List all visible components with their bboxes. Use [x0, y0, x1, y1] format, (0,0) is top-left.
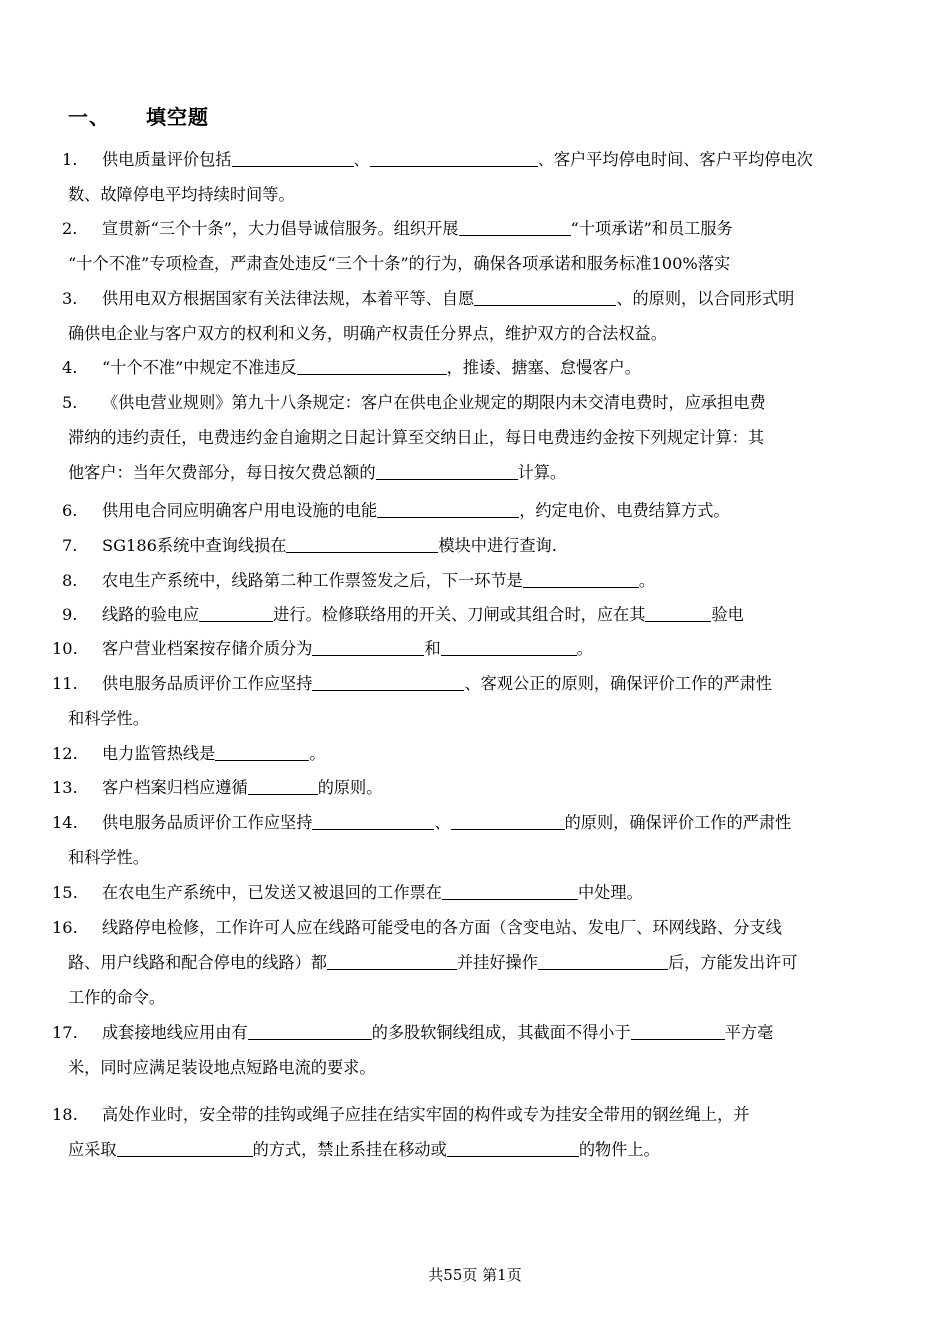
answer-blank [232, 150, 354, 167]
question-line [52, 211, 872, 246]
question-line [52, 563, 872, 598]
question-number: 11. [52, 674, 78, 693]
question-line [52, 631, 872, 666]
section-heading [68, 101, 209, 130]
question-item [52, 736, 872, 771]
question-text: 数、故障停电平均持续时间等。 [68, 185, 295, 204]
answer-blank [631, 1023, 725, 1040]
question-text: 进行。检修联络用的开关、刀闸或其组合时，应在其 [273, 605, 646, 624]
question-number: 7. [62, 536, 78, 555]
answer-blank [215, 744, 309, 761]
answer-blank [442, 883, 578, 900]
question-item [52, 281, 872, 351]
question-line [52, 350, 872, 385]
answer-blank [248, 778, 318, 795]
question-line [52, 177, 872, 212]
question-text: 平方毫 [724, 1023, 774, 1042]
question-item [52, 805, 872, 875]
question-number: 2. [62, 219, 78, 238]
question-text: 客户营业档案按存储介质分为 [102, 639, 313, 658]
question-line [52, 142, 872, 177]
answer-blank [377, 501, 519, 518]
question-line [52, 945, 872, 980]
question-item [52, 493, 872, 528]
question-number: 13. [52, 778, 78, 797]
question-number: 1. [62, 150, 78, 169]
answer-blank [312, 674, 464, 691]
answer-blank [286, 536, 438, 553]
question-text: 、客观公正的原则，确保评价工作的严肃性 [464, 674, 772, 693]
question-item [52, 631, 872, 666]
section-number: 一、 [68, 105, 110, 129]
question-text: 确供电企业与客户双方的权利和义务，明确产权责任分界点，维护双方的合法权益。 [68, 324, 667, 343]
question-text: ，推诿、搪塞、怠慢客户。 [446, 358, 641, 377]
question-item [52, 875, 872, 910]
question-number: 9. [62, 605, 78, 624]
question-number: 8. [62, 571, 78, 590]
question-line [52, 910, 872, 945]
question-number: 5. [62, 393, 78, 412]
answer-blank [376, 463, 518, 480]
question-item [52, 142, 872, 212]
question-item [52, 597, 872, 632]
question-line [52, 1132, 872, 1167]
question-text: 模块中进行查询. [438, 536, 557, 555]
question-text: 米，同时应满足装设地点短路电流的要求。 [68, 1058, 376, 1077]
answer-blank [312, 639, 424, 656]
answer-blank [248, 1023, 372, 1040]
question-text: 滞纳的违约责任，电费违约金自逾期之日起计算至交纳日止，每日电费违约金按下列规定计算：其 [68, 428, 765, 447]
question-text: 成套接地线应用由有 [102, 1023, 248, 1042]
question-text: 供用电合同应明确客户用电设施的电能 [102, 501, 378, 520]
question-text: 和 [424, 639, 441, 658]
question-text: “十项承诺”和员工服务 [570, 219, 733, 238]
question-text: 、的原则，以合同形式明 [616, 289, 795, 308]
page-footer: 共55页 第1页 [428, 1266, 522, 1284]
question-line [52, 1015, 872, 1050]
question-line [52, 385, 872, 420]
question-text: 供电服务品质评价工作应坚持 [102, 674, 313, 693]
question-text: 电力监管热线是 [102, 744, 216, 763]
question-number: 3. [62, 289, 78, 308]
answer-blank [297, 358, 447, 375]
question-text: 后，方能发出许可 [667, 953, 798, 972]
question-text: 的多股软铜线组成，其截面不得小于 [371, 1023, 631, 1042]
question-line [52, 840, 872, 875]
question-text: 、客户平均停电时间、客户平均停电次 [537, 150, 813, 169]
question-text: “十个不准”专项检查，严肃查处违反“三个十条”的行为，确保各项承诺和服务标准100%落实 [68, 254, 731, 273]
question-text: 的方式，禁止系挂在移动或 [252, 1140, 447, 1159]
question-text: 应采取 [68, 1140, 117, 1159]
answer-blank [538, 953, 668, 970]
question-line [52, 246, 872, 281]
question-line [52, 666, 872, 701]
question-line [52, 736, 872, 771]
answer-blank [327, 953, 457, 970]
question-item [52, 910, 872, 1015]
question-item [52, 1015, 872, 1085]
question-number: 12. [52, 744, 78, 763]
question-text: 线路的验电应 [102, 605, 200, 624]
question-line [52, 455, 872, 490]
question-text: 和科学性。 [68, 709, 149, 728]
answer-blank [474, 289, 616, 306]
question-text: 、 [353, 150, 370, 169]
answer-blank [451, 813, 565, 830]
question-line [52, 420, 872, 455]
question-number: 15. [52, 883, 78, 902]
question-item [52, 1097, 872, 1167]
question-item [52, 563, 872, 598]
question-text: 。 [638, 571, 656, 590]
question-text: 计算。 [517, 463, 567, 482]
question-text: 工作的命令。 [68, 988, 166, 1007]
question-line [52, 875, 872, 910]
question-text: 。 [576, 639, 593, 658]
question-text: 路、用户线路和配合停电的线路）都 [68, 953, 327, 972]
question-line [52, 528, 872, 563]
question-text: 验电 [711, 605, 744, 624]
question-line [52, 805, 872, 840]
question-text: 客户档案归档应遵循 [102, 778, 248, 797]
question-line [52, 1050, 872, 1085]
question-item [52, 770, 872, 805]
question-text: 中处理。 [577, 883, 643, 902]
question-item [52, 528, 872, 563]
question-text: 和科学性。 [68, 848, 149, 867]
question-text: 供电质量评价包括 [102, 150, 232, 169]
question-item [52, 211, 872, 281]
question-text: 供电服务品质评价工作应坚持 [102, 813, 313, 832]
question-number: 10. [52, 639, 78, 658]
question-text: 农电生产系统中，线路第二种工作票签发之后，下一环节是 [102, 571, 523, 590]
question-line [52, 980, 872, 1015]
question-number: 4. [62, 358, 78, 377]
answer-blank [370, 150, 538, 167]
question-text: 供用电双方根据国家有关法律法规，本着平等、自愿 [102, 289, 475, 308]
question-text: “十个不准”中规定不准违反 [102, 358, 297, 377]
question-item [52, 385, 872, 490]
answer-blank [459, 219, 571, 236]
question-line [52, 316, 872, 351]
question-text: SG186系统中查询线损在 [102, 536, 287, 555]
answer-blank [447, 1140, 579, 1157]
question-text: 高处作业时，安全带的挂钩或绳子应挂在结实牢固的构件或专为挂安全带用的钢丝绳上，并 [102, 1105, 750, 1124]
question-line [52, 1097, 872, 1132]
question-text: 。 [309, 744, 326, 763]
question-item [52, 350, 872, 385]
question-text: 的原则，确保评价工作的严肃性 [564, 813, 792, 832]
question-number: 14. [52, 813, 78, 832]
question-line [52, 770, 872, 805]
answer-blank [645, 605, 711, 622]
answer-blank [117, 1140, 253, 1157]
answer-blank [199, 605, 273, 622]
answer-blank [441, 639, 577, 656]
question-line [52, 701, 872, 736]
question-text: ，约定电价、电费结算方式。 [519, 501, 730, 520]
question-number: 6. [62, 501, 78, 520]
question-item [52, 666, 872, 736]
question-number: 18. [52, 1105, 78, 1124]
question-number: 16. [52, 918, 78, 937]
question-text: 的原则。 [317, 778, 383, 797]
section-title: 填空题 [146, 105, 209, 129]
question-line [52, 493, 872, 528]
question-text: 宣贯新“三个十条”，大力倡导诚信服务。组织开展 [102, 219, 459, 238]
question-text: 在农电生产系统中，已发送又被退回的工作票在 [102, 883, 442, 902]
question-text: 并挂好操作 [457, 953, 538, 972]
answer-blank [523, 571, 639, 588]
question-text: 《供电营业规则》第九十八条规定：客户在供电企业规定的期限内未交清电费时，应承担电费 [102, 393, 766, 412]
question-text: 他客户：当年欠费部分，每日按欠费总额的 [68, 463, 376, 482]
question-number: 17. [52, 1023, 78, 1042]
question-text: 的物件上。 [578, 1140, 660, 1159]
answer-blank [312, 813, 434, 830]
question-text: 、 [434, 813, 451, 832]
question-line [52, 281, 872, 316]
question-line [52, 597, 872, 632]
question-text: 线路停电检修，工作许可人应在线路可能受电的各方面（含变电站、发电厂、环网线路、分支线 [102, 918, 782, 937]
